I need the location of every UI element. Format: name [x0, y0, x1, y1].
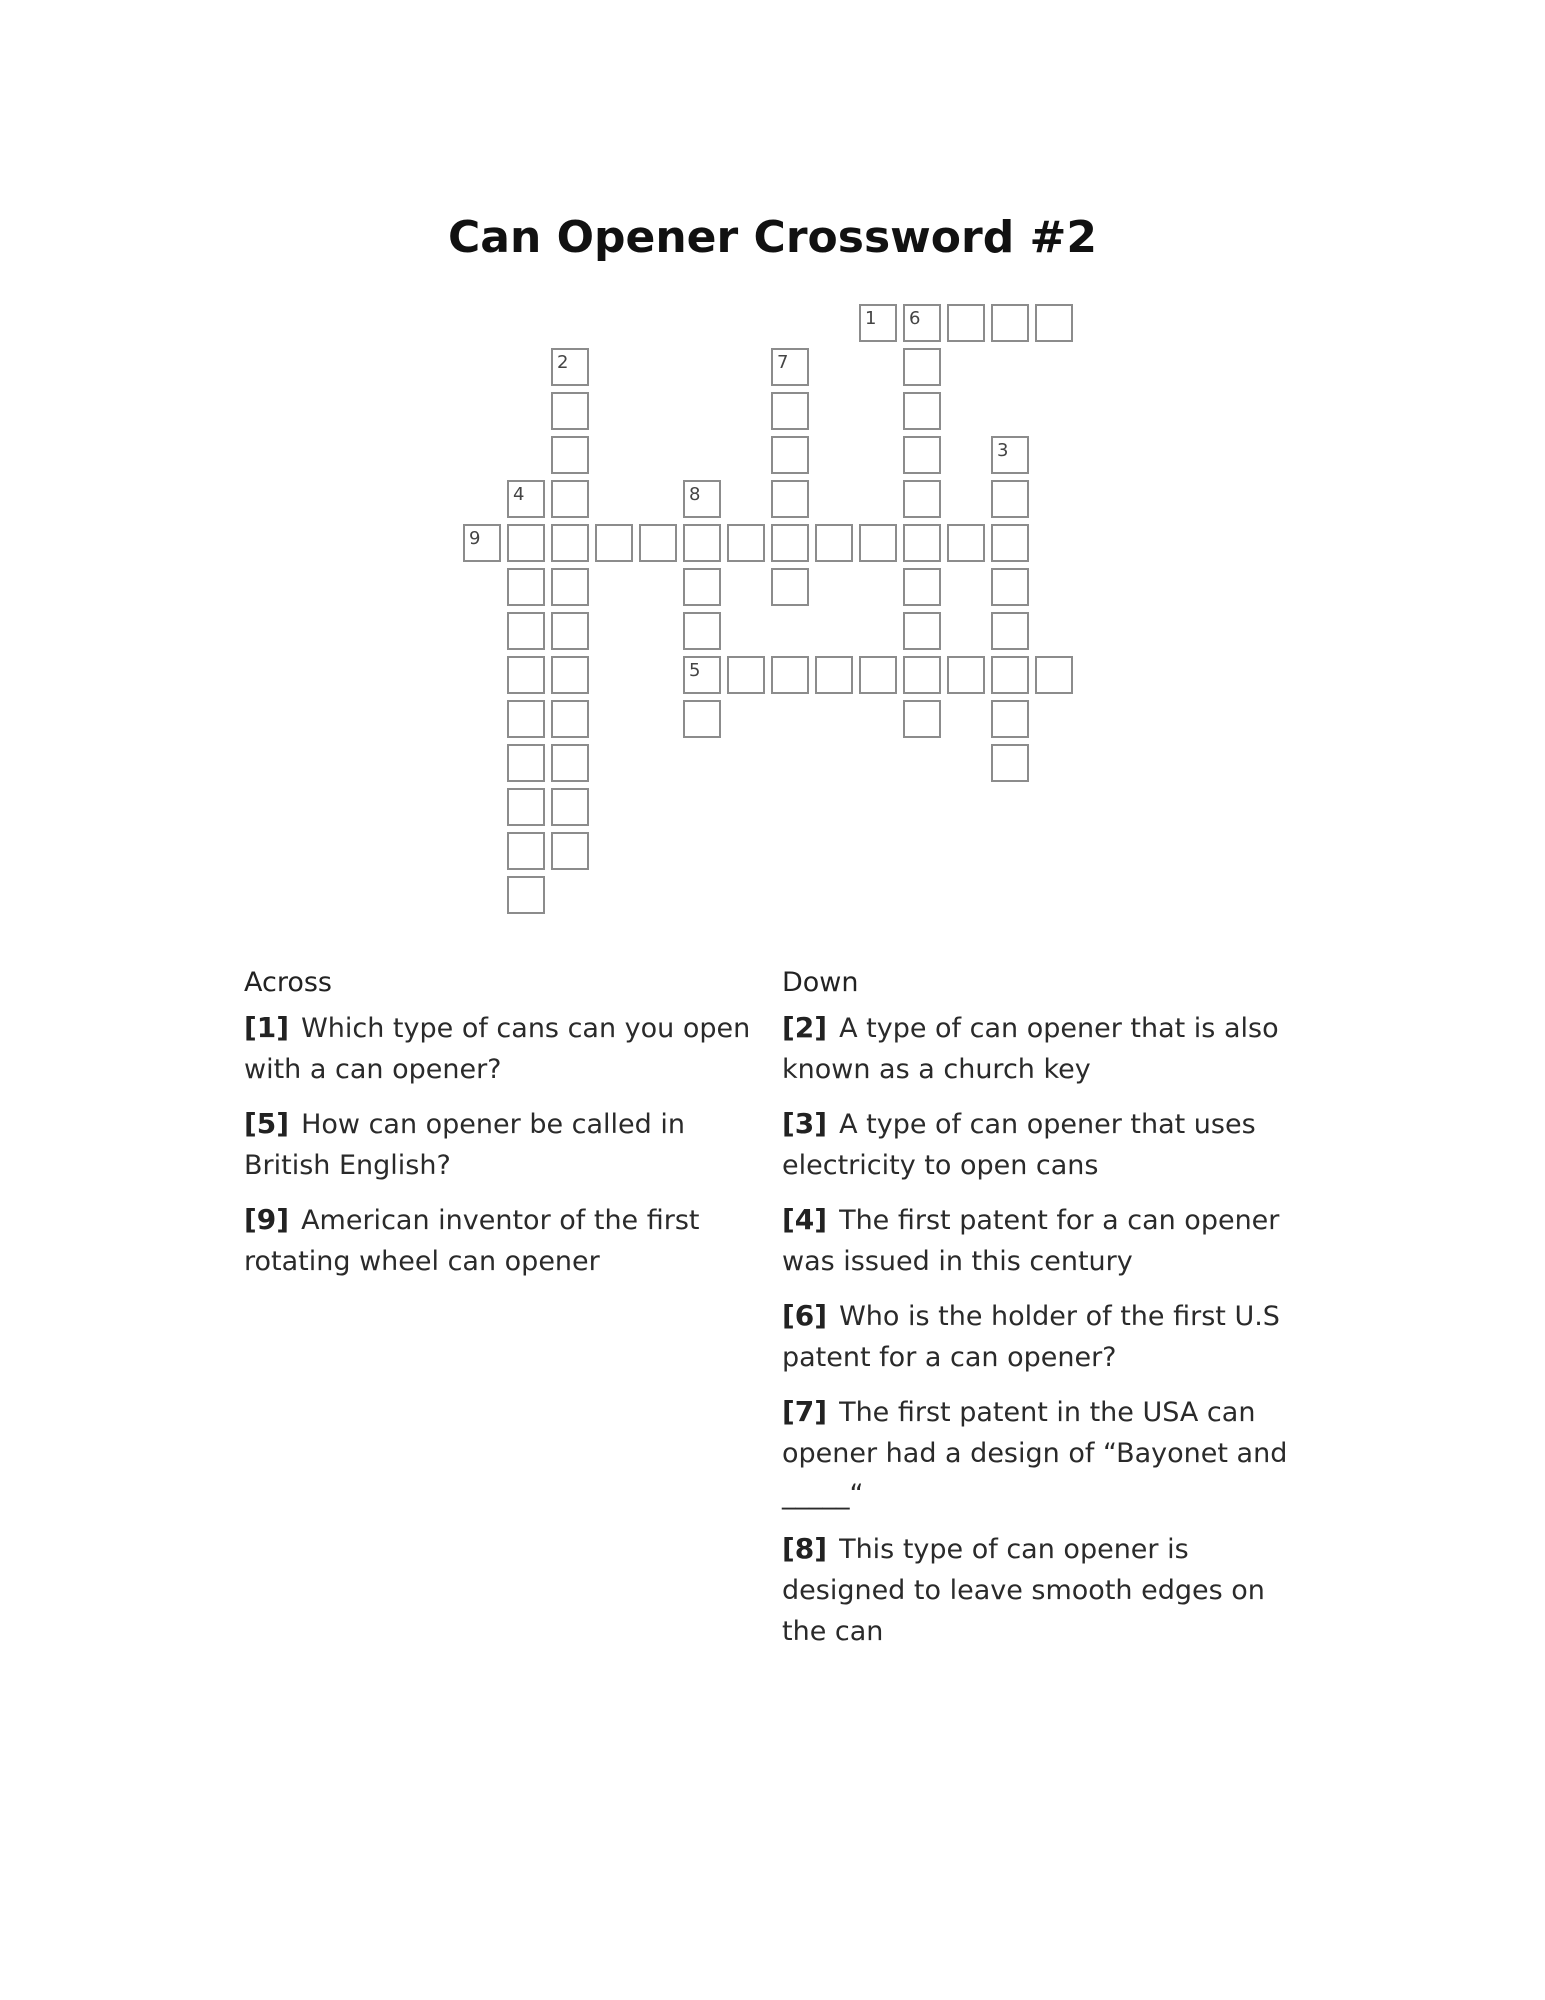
clue-text: How can opener be called in British English? — [244, 1109, 685, 1181]
grid-cell[interactable] — [507, 832, 545, 870]
grid-cell[interactable] — [903, 348, 941, 386]
grid-cell[interactable] — [903, 436, 941, 474]
grid-cell[interactable] — [683, 480, 721, 518]
across-heading: Across — [244, 967, 333, 998]
grid-cell[interactable] — [551, 568, 589, 606]
grid-cell[interactable] — [771, 524, 809, 562]
grid-cell[interactable] — [1035, 304, 1073, 342]
grid-cell[interactable] — [771, 480, 809, 518]
clue-number: [4] — [782, 1203, 828, 1236]
clue-number: [3] — [782, 1107, 828, 1140]
grid-cell[interactable] — [507, 876, 545, 914]
grid-cell[interactable] — [991, 700, 1029, 738]
clue-number: [8] — [782, 1532, 828, 1565]
grid-cell[interactable] — [683, 524, 721, 562]
clue-down-8 — [782, 1528, 1302, 1652]
grid-cell[interactable] — [903, 700, 941, 738]
grid-cell[interactable] — [991, 304, 1029, 342]
clue-text: The first patent for a can opener was issued in this century — [782, 1205, 1280, 1277]
across-clues — [244, 967, 764, 1295]
grid-cell[interactable] — [903, 568, 941, 606]
grid-cell[interactable] — [815, 524, 853, 562]
clue-down-6 — [782, 1295, 1302, 1378]
grid-cell[interactable] — [727, 524, 765, 562]
grid-cell[interactable] — [947, 524, 985, 562]
clue-across-1 — [244, 1007, 764, 1090]
cell-number: 9 — [469, 528, 481, 549]
grid-cell[interactable] — [771, 656, 809, 694]
grid-cell[interactable] — [903, 304, 941, 342]
clue-down-7 — [782, 1391, 1302, 1515]
clue-text: A type of can opener that uses electricity to open cans — [782, 1109, 1256, 1181]
grid-cell[interactable] — [947, 656, 985, 694]
clue-text: American inventor of the first rotating wheel can opener — [244, 1205, 700, 1277]
grid-cell[interactable] — [903, 392, 941, 430]
grid-cell[interactable] — [683, 656, 721, 694]
grid-cell[interactable] — [507, 480, 545, 518]
grid-cell[interactable] — [507, 744, 545, 782]
clue-across-9 — [244, 1199, 764, 1282]
clue-down-2 — [782, 1007, 1302, 1090]
grid-cell[interactable] — [551, 788, 589, 826]
cell-number: 5 — [689, 660, 701, 681]
grid-cell[interactable] — [507, 568, 545, 606]
cell-number: 4 — [513, 484, 525, 505]
cell-number: 6 — [909, 308, 921, 329]
grid-cell[interactable] — [551, 744, 589, 782]
grid-cell[interactable] — [903, 480, 941, 518]
grid-cell[interactable] — [551, 656, 589, 694]
grid-cell[interactable] — [903, 612, 941, 650]
grid-cell[interactable] — [551, 700, 589, 738]
grid-cell[interactable] — [903, 656, 941, 694]
down-clues — [782, 967, 1302, 1665]
grid-cell[interactable] — [991, 656, 1029, 694]
grid-cell[interactable] — [991, 436, 1029, 474]
grid-cell[interactable] — [551, 392, 589, 430]
grid-cell[interactable] — [507, 788, 545, 826]
grid-cell[interactable] — [859, 656, 897, 694]
grid-cell[interactable] — [991, 612, 1029, 650]
grid-cell[interactable] — [551, 348, 589, 386]
cell-number: 8 — [689, 484, 701, 505]
grid-cell[interactable] — [507, 524, 545, 562]
cell-number: 1 — [865, 308, 877, 329]
grid-cell[interactable] — [551, 436, 589, 474]
grid-cell[interactable] — [727, 656, 765, 694]
down-heading: Down — [782, 967, 859, 998]
grid-cell[interactable] — [507, 612, 545, 650]
grid-cell[interactable] — [903, 524, 941, 562]
grid-cell[interactable] — [551, 480, 589, 518]
grid-cell[interactable] — [771, 348, 809, 386]
clue-number: [1] — [244, 1011, 290, 1044]
clue-down-4 — [782, 1199, 1302, 1282]
clue-text: This type of can opener is designed to leave smooth edges on the can — [782, 1534, 1265, 1647]
clue-down-3 — [782, 1103, 1302, 1186]
clue-across-5 — [244, 1103, 764, 1186]
clue-text: Which type of cans can you open with a can opener? — [244, 1013, 751, 1085]
grid-cell[interactable] — [991, 524, 1029, 562]
grid-cell[interactable] — [991, 480, 1029, 518]
clue-text: A type of can opener that is also known as a church key — [782, 1013, 1279, 1085]
grid-cell[interactable] — [771, 436, 809, 474]
grid-cell[interactable] — [507, 700, 545, 738]
cell-number: 3 — [997, 440, 1009, 461]
grid-cell[interactable] — [771, 568, 809, 606]
grid-cell[interactable] — [815, 656, 853, 694]
grid-cell[interactable] — [859, 304, 897, 342]
grid-cell[interactable] — [771, 392, 809, 430]
clue-text: Who is the holder of the first U.S patent for a can opener? — [782, 1301, 1280, 1373]
grid-cell[interactable] — [463, 524, 501, 562]
grid-cell[interactable] — [551, 612, 589, 650]
clue-text: The first patent in the USA can opener had a design of “Bayonet and _____“ — [782, 1397, 1288, 1510]
grid-cell[interactable] — [683, 700, 721, 738]
crossword-grid — [0, 0, 1545, 930]
grid-cell[interactable] — [991, 568, 1029, 606]
clue-number: [7] — [782, 1395, 828, 1428]
grid-cell[interactable] — [683, 612, 721, 650]
grid-cell[interactable] — [683, 568, 721, 606]
grid-cell[interactable] — [551, 832, 589, 870]
clue-number: [2] — [782, 1011, 828, 1044]
grid-cell[interactable] — [1035, 656, 1073, 694]
page-title: Can Opener Crossword #2 — [447, 212, 1098, 263]
cell-number: 2 — [557, 352, 569, 373]
grid-cell[interactable] — [595, 524, 633, 562]
clue-number: [5] — [244, 1107, 290, 1140]
grid-cell[interactable] — [639, 524, 677, 562]
grid-cell[interactable] — [947, 304, 985, 342]
clue-number: [6] — [782, 1299, 828, 1332]
grid-cell[interactable] — [551, 524, 589, 562]
clue-number: [9] — [244, 1203, 290, 1236]
grid-cell[interactable] — [859, 524, 897, 562]
grid-cell[interactable] — [991, 744, 1029, 782]
grid-cell[interactable] — [507, 656, 545, 694]
cell-number: 7 — [777, 352, 789, 373]
